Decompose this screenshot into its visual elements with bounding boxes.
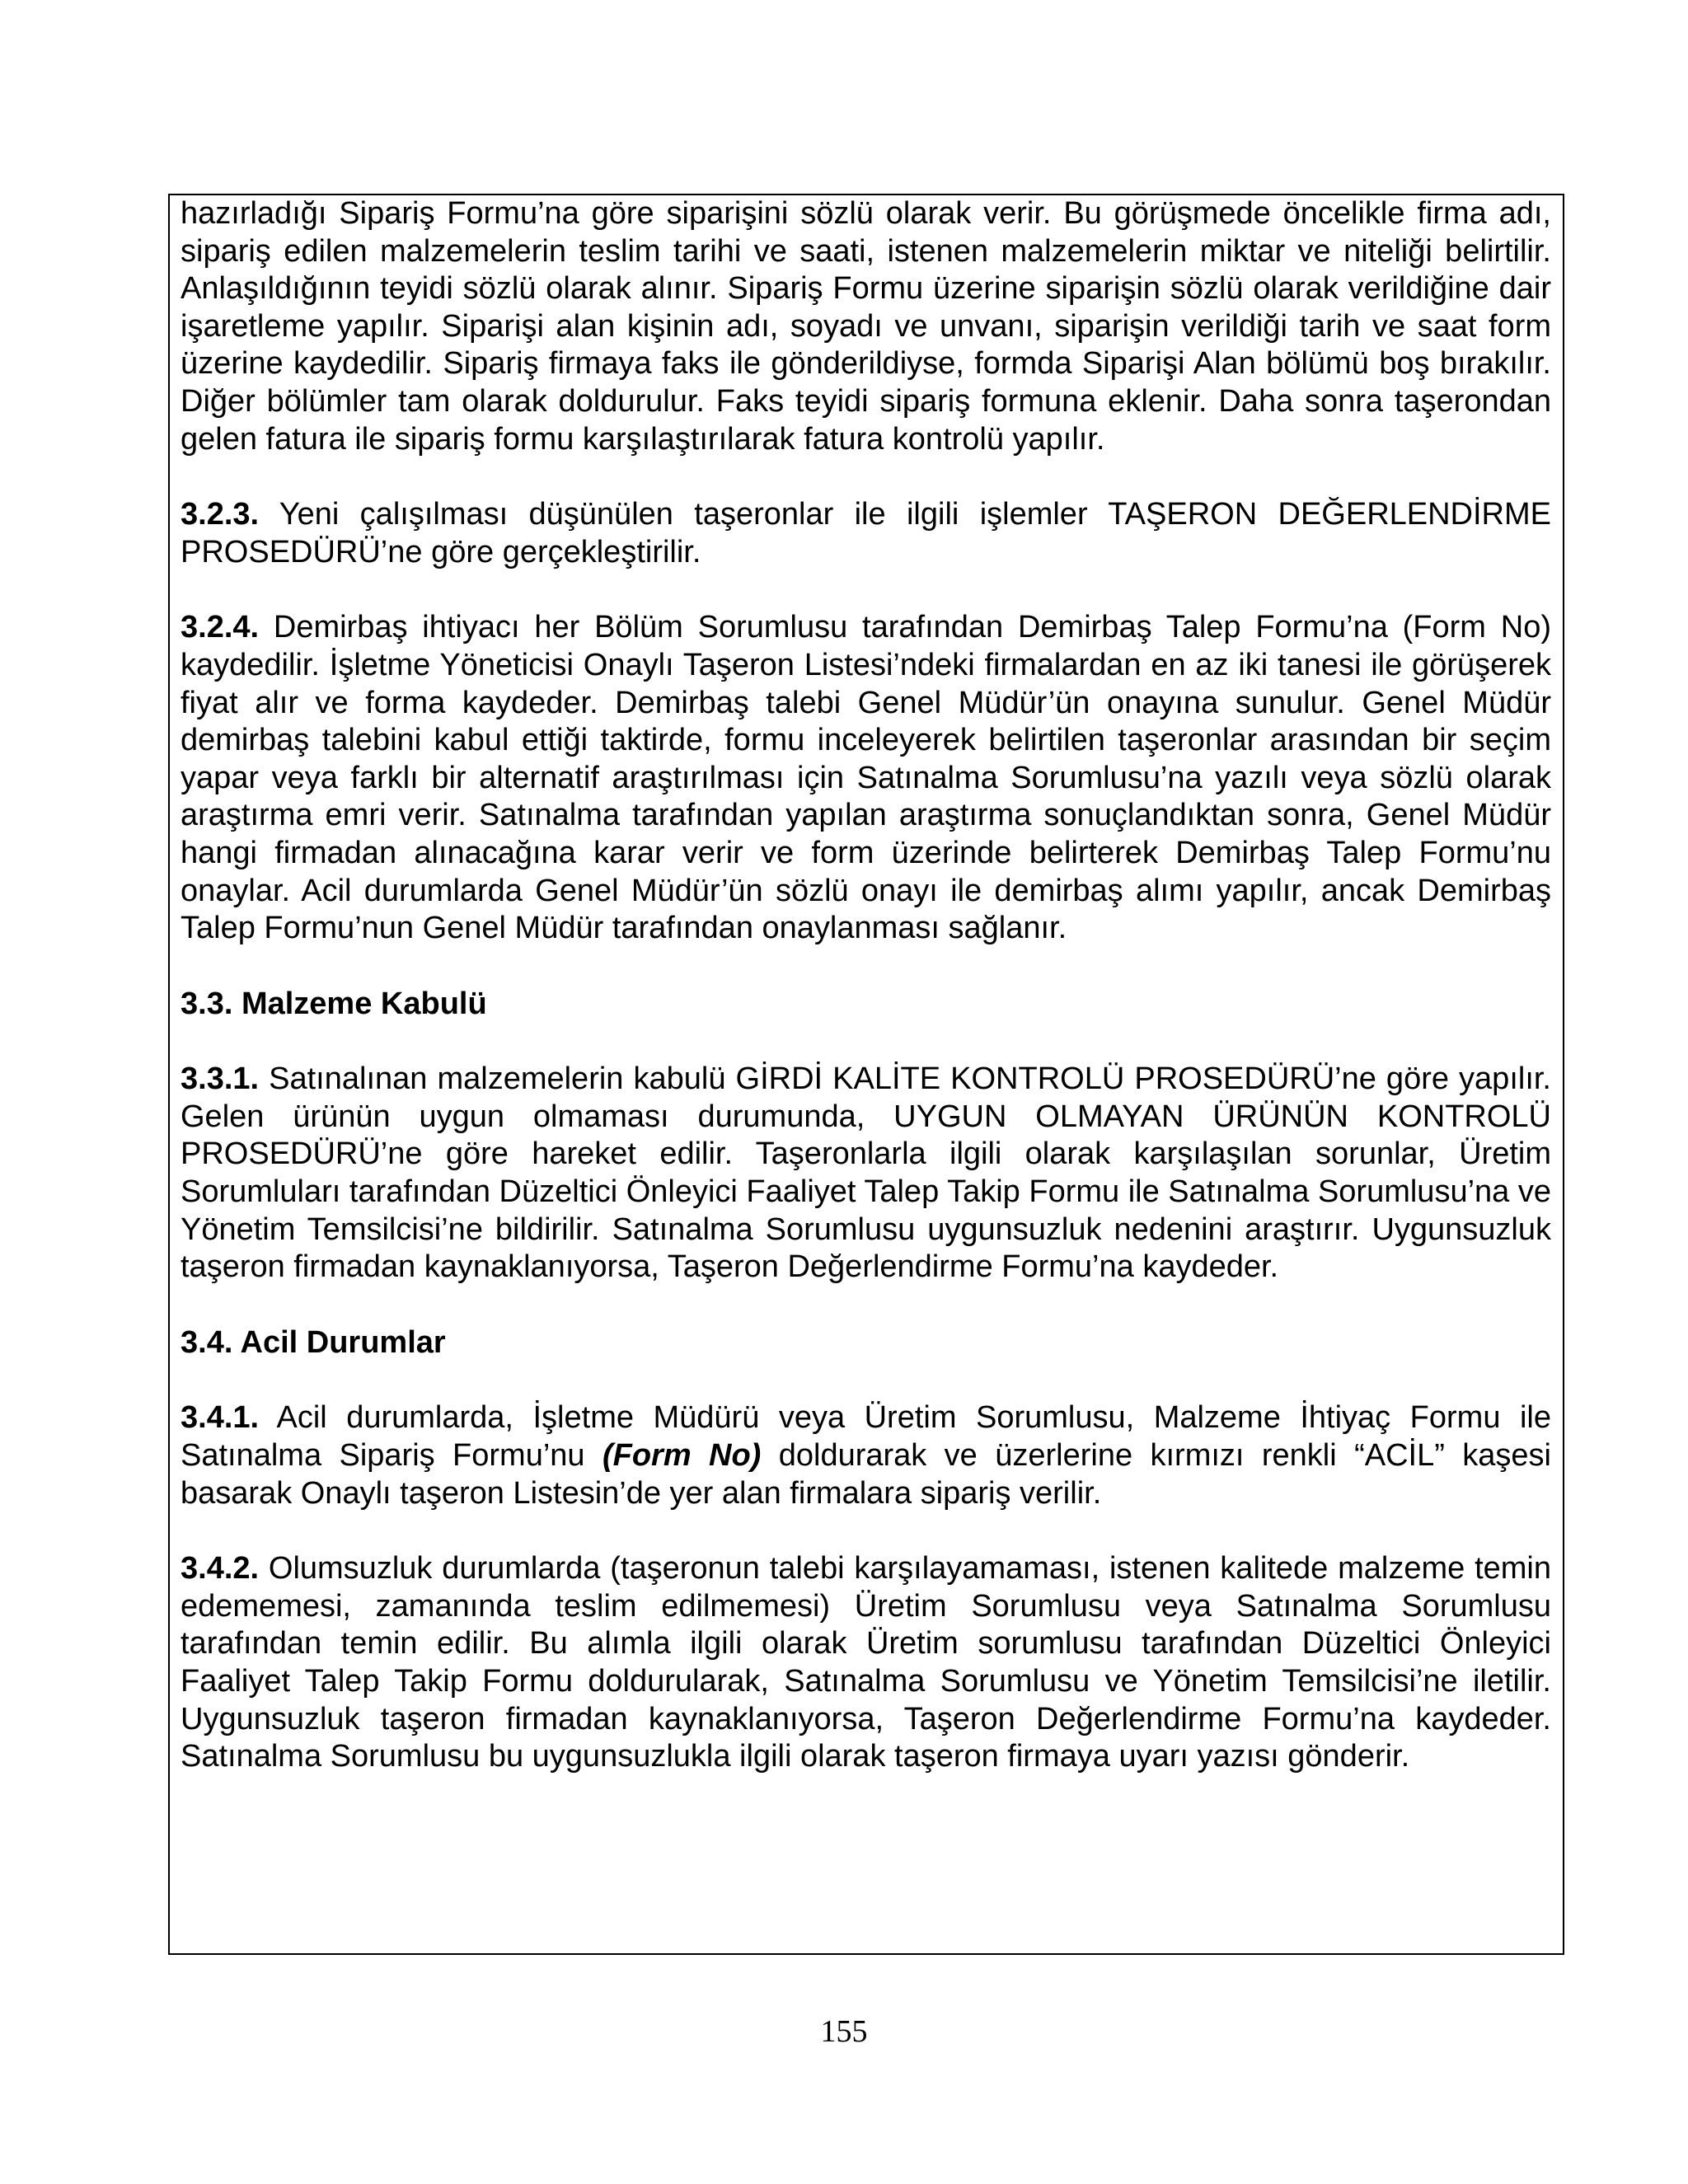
section-text-3-4-1-b: doldurarak ve üzerlerine kırmızı renkli “ACİL” kaşesi basarak Onaylı taşeron Listesin’de yer alan firmalara sipariş verilir. <box>181 1438 1551 1511</box>
section-number-3-4-2: 3.4.2. <box>181 1551 260 1586</box>
heading-malzeme-kabulu: 3.3. Malzeme Kabulü <box>181 986 487 1021</box>
section-text-3-2-3: Yeni çalışılması düşünülen taşeronlar ile ilgili işlemler TAŞERON DEĞERLENDİRME PROSEDÜRÜ’ne göre gerçekleştirilir. <box>181 497 1551 569</box>
section-text-3-3-1: Satınalınan malzemelerin kabulü GİRDİ KALİTE KONTROLÜ PROSEDÜRÜ’ne göre yapılır. Gelen ürünün uygun olmaması durumunda, UYGUN OLMAYAN ÜRÜNÜN KONTROLÜ PROSEDÜRÜ’ne göre hareket edilir. Taşeronlarla ilgili olarak karşılaşılan sorunlar, Üretim Sorumluları tarafından Düzeltici Önleyici Faaliyet Talep Takip Formu ile Satınalma Sorumlusu’na ve Yönetim Temsilcisi’ne bildirilir. Satınalma Sorumlusu uygunsuzluk nedenini araştırır. Uygunsuzluk taşeron firmadan kaynaklanıyorsa, Taşeron Değerlendirme Formu’na kaydeder. <box>181 1062 1551 1285</box>
paragraph-3-4-2 <box>181 1550 1551 1776</box>
paragraph-3-4-1 <box>181 1399 1551 1512</box>
section-text-3-4-2: Olumsuzluk durumlarda (taşeronun talebi karşılayamaması, istenen kalitede malzeme temin edememesi, zamanında teslim edilmemesi) Üretim Sorumlusu veya Satınalma Sorumlusu tarafından temin edilir. Bu alımla ilgili olarak Üretim sorumlusu tarafından Düzeltici Önleyici Faaliyet Talep Takip Formu doldurularak, Satınalma Sorumlusu ve Yönetim Temsilcisi’ne iletilir. Uygunsuzluk taşeron firmadan kaynaklanıyorsa, Taşeron Değerlendirme Formu’na kaydeder. Satınalma Sorumlusu bu uygunsuzlukla ilgili olarak taşeron firmaya uyarı yazısı gönderir. <box>181 1551 1551 1774</box>
form-no-reference: (Form No) <box>602 1438 762 1474</box>
content-frame <box>168 194 1564 1955</box>
section-text-3-4-1-a: Acil durumlarda, İşletme Müdürü veya Üretim Sorumlusu, Malzeme İhtiyaç Formu ile Satınalma Sipariş Formu’nu <box>181 1400 1551 1474</box>
section-number-3-3-1: 3.3.1. <box>181 1062 260 1097</box>
page-number: 155 <box>820 2014 868 2049</box>
paragraph-3-2-3 <box>181 496 1551 571</box>
section-number-3-2-3: 3.2.3. <box>181 497 260 532</box>
section-number-3-2-4: 3.2.4. <box>181 610 260 645</box>
section-text-3-2-4: Demirbaş ihtiyacı her Bölüm Sorumlusu tarafından Demirbaş Talep Formu’na (Form No) kaydedilir. İşletme Yöneticisi Onaylı Taşeron Listesi’ndeki firmalardan en az iki tanesi ile görüşerek fiyat alır ve forma kaydeder. Demirbaş talebi Genel Müdür’ün onayına sunulur. Genel Müdür demirbaş talebini kabul ettiği taktirde, formu inceleyerek belirtilen taşeronlar arasından bir seçim yapar veya farklı bir alternatif araştırılması için Satınalma Sorumlusu’na yazılı veya sözlü olarak araştırma emri verir. Satınalma tarafından yapılan araştırma sonuçlandıktan sonra, Genel Müdür hangi firmadan alınacağına karar verir ve form üzerinde belirterek Demirbaş Talep Formu’nu onaylar. Acil durumlarda Genel Müdür’ün sözlü onayı ile demirbaş alımı yapılır, ancak Demirbaş Talep Formu’nun Genel Müdür tarafından onaylanması sağlanır. <box>181 610 1551 946</box>
paragraph-3-3-1 <box>181 1061 1551 1286</box>
section-number-3-4-1: 3.4.1. <box>181 1400 260 1436</box>
paragraph-3-2-4 <box>181 609 1551 947</box>
heading-acil-durumlar: 3.4. Acil Durumlar <box>181 1324 446 1360</box>
paragraph-intro: hazırladığı Sipariş Formu’na göre siparişini sözlü olarak verir. Bu görüşmede öncelikle firma adı, sipariş edilen malzemelerin teslim tarihi ve saati, istenen malzemelerin miktar ve niteliği belirtilir. Anlaşıldığının teyidi sözlü olarak alınır. Sipariş Formu üzerine siparişin sözlü olarak verildiğine dair işaretleme yapılır. Siparişi alan kişinin adı, soyadı ve unvanı, siparişin verildiği tarih ve saat form üzerine kaydedilir. Sipariş firmaya faks ile gönderildiyse, formda Siparişi Alan bölümü boş bırakılır. Diğer bölümler tam olarak doldurulur. Faks teyidi sipariş formuna eklenir. Daha sonra taşerondan gelen fatura ile sipariş formu karşılaştırılarak fatura kontrolü yapılır. <box>181 196 1551 457</box>
